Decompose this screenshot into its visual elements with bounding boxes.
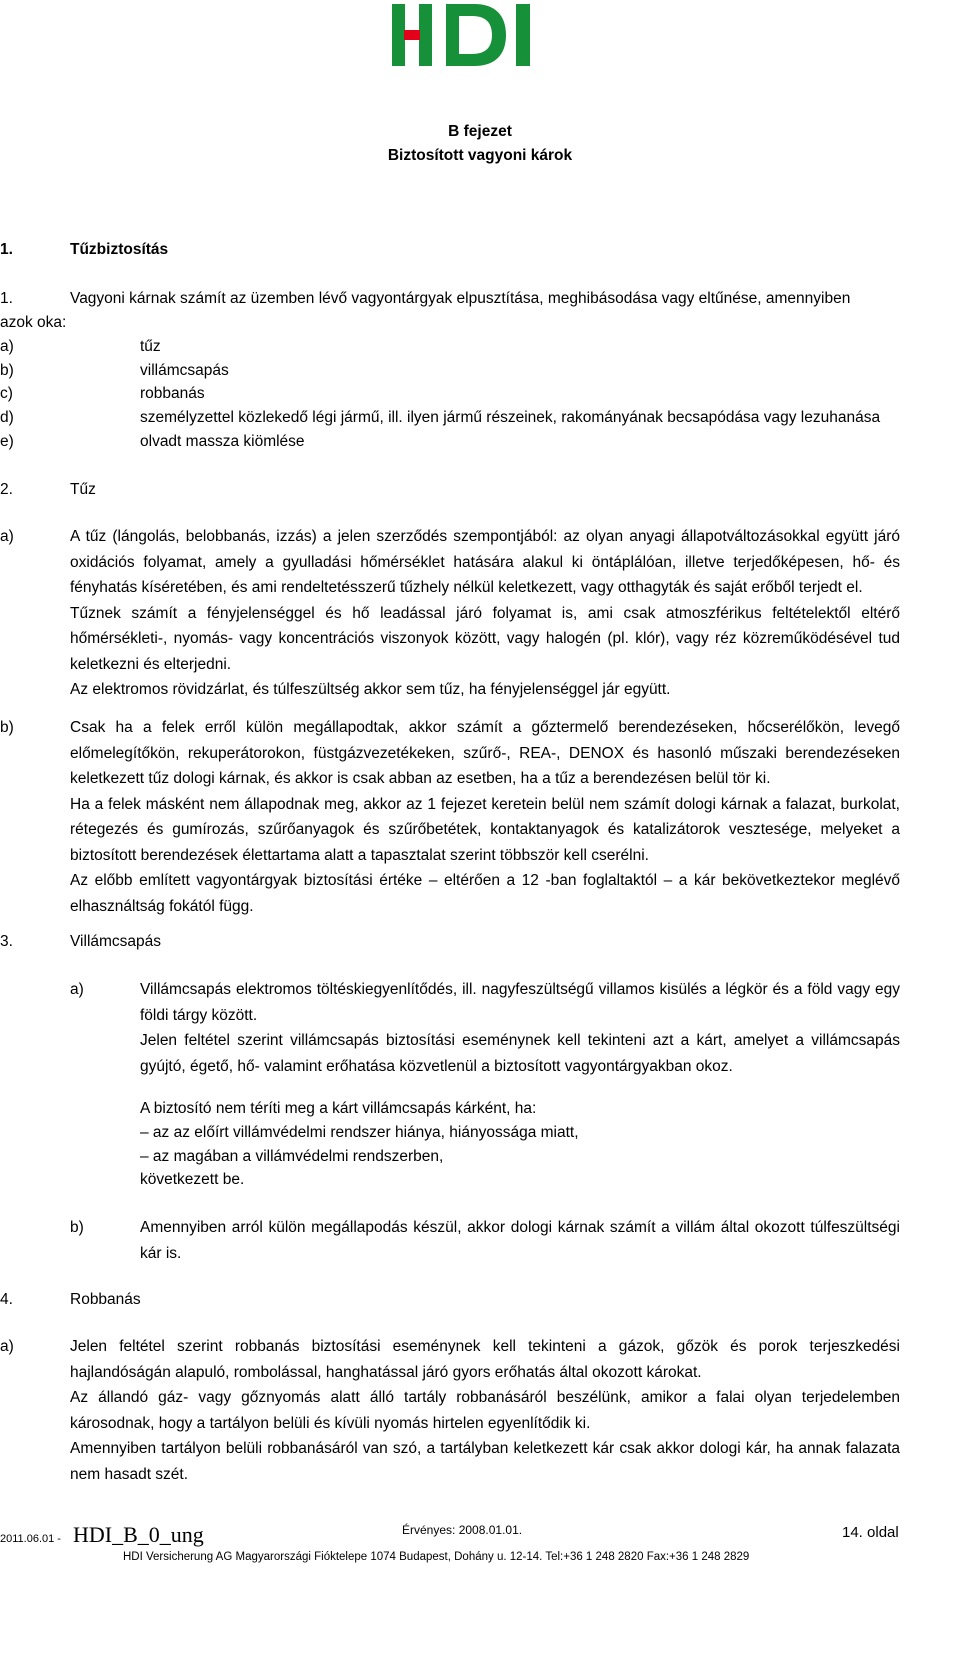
paragraph: Amennyiben tartályon belüli robbanásáról van szó, a tartályban keletkezett kár csak akkor dologi kár, ha annak falazata nem hasadt szét. <box>70 1440 900 1483</box>
section-3-number: 3. <box>0 933 13 950</box>
intro-item-letter: e) <box>0 433 14 450</box>
intro-line-2: azok oka: <box>0 314 67 331</box>
paragraph: Jelen feltétel szerint villámcsapás biztosítási eseménynek kell tekinteni azt a kárt, amelyet a villámcsapás gyújtó, égető, hő- valamint erőhatása közvetlenül a biztosított vagyontárgyakban okoz. <box>140 1032 900 1075</box>
dash-item: – az magában a villámvédelmi rendszerben, <box>140 1148 444 1165</box>
paragraph: Villámcsapás elektromos töltéskiegyenlítődés, ill. nagyfeszültségű villamos kisülés a légkör és a föld vagy egy földi tárgy között. <box>140 981 900 1024</box>
footer-date: 2011.06.01 - <box>0 1533 61 1545</box>
paragraph: Az elektromos rövidzárlat, és túlfeszültség akkor sem tűz, ha fényjelenséggel jár együtt. <box>70 681 671 698</box>
paragraph: Tűznek számít a fényjelenséggel és hő leadással járó folyamat is, ami csak atmoszférikus feltételektől eltérő hőmérsékleti-, nyomás- vagy koncentrációs viszonyok között, vagy halogén (pl. klór), vagy réz közreműködésével tud keletkezni és elterjedni. <box>70 604 900 673</box>
paragraph: Az állandó gáz- vagy gőznyomás alatt álló tartály robbanásáról beszélünk, amikor a falai olyan terjedelemben károsodnak, hogy a tartályon belüli és kívüli nyomás hirtelen egyenlítődik ki. <box>70 1389 900 1432</box>
footer-address: HDI Versicherung AG Magyarországi Fióktelepe 1074 Budapest, Dohány u. 12-14. Tel:+36 1 248 2820 Fax:+36 1 248 2829 <box>123 1551 750 1563</box>
section-3-title: Villámcsapás <box>70 933 162 950</box>
section-2-a-text <box>70 524 900 703</box>
section-2-title: Tűz <box>70 481 96 498</box>
paragraph: A biztosító nem téríti meg a kárt villámcsapás kárként, ha: <box>140 1100 537 1117</box>
paragraph: következett be. <box>140 1171 245 1188</box>
intro-item-letter: a) <box>0 338 14 355</box>
paragraph: A tűz (lángolás, belobbanás, izzás) a jelen szerződés szempontjából: az olyan anyagi állapotváltozásokkal együtt járó oxidációs folyamat, amely a gyulladási hőmérséklet hatására alakul ki öntáplálóan, illetve terjedőképesen, hő- és fényhatás kíséretében, és ami rendeltetésszerű tűzhely nélkül keletkezett, vagy otthagyták és saját erőből terjedt el. <box>70 528 900 596</box>
item-letter: a) <box>0 528 14 545</box>
footer-doc-code: HDI_B_0_ung <box>73 1522 204 1547</box>
intro-item-letter: d) <box>0 409 14 426</box>
footer-page-number: 14. oldal <box>842 1524 899 1541</box>
section-4-title: Robbanás <box>70 1291 141 1308</box>
section-1-number: 1. <box>0 241 13 258</box>
intro-item-text: robbanás <box>140 385 205 402</box>
section-2-b-text <box>70 715 900 919</box>
paragraph: Az előbb említett vagyontárgyak biztosítási értéke – eltérően a 12 -ban foglaltaktól – a kár bekövetkeztekor meglévő elhasználtság fokától függ. <box>70 872 900 915</box>
section-1-title: Tűzbiztosítás <box>70 241 169 258</box>
item-letter: a) <box>70 981 84 998</box>
chapter-title: Biztosított vagyoni károk <box>387 147 573 164</box>
intro-item-text: tűz <box>140 338 161 355</box>
section-3-a-text <box>140 977 900 1079</box>
section-4-number: 4. <box>0 1291 13 1308</box>
intro-number: 1. <box>0 290 13 307</box>
paragraph: Ha a felek másként nem állapodnak meg, akkor az 1 fejezet keretein belül nem számít dologi kárnak a falazat, burkolat, rétegezés és gumírozás, szűrőanyagok és szűrőbetétek, kontaktanyagok és katalizátorok vesztesége, melyeket a biztosított berendezések élettartama alatt a tapasztalat szerint többször kell cserélni. <box>70 795 900 864</box>
hdi-logo <box>392 4 568 66</box>
intro-item-letter: b) <box>0 362 14 379</box>
section-4-a-text <box>70 1334 900 1487</box>
intro-line-1: Vagyoni kárnak számít az üzemben lévő vagyontárgyak elpusztítása, meghibásodása vagy eltűnése, amennyiben <box>70 290 851 307</box>
intro-item-letter: c) <box>0 385 13 402</box>
item-letter: b) <box>0 719 14 736</box>
intro-item-text: személyzettel közlekedő légi jármű, ill. ilyen jármű részeinek, rakományának becsapódása vagy lezuhanása <box>140 409 881 426</box>
item-letter: b) <box>70 1219 84 1236</box>
paragraph: Csak ha a felek erről külön megállapodtak, akkor számít a gőztermelő berendezéseken, hőcserélőkön, levegő előmelegítőkön, rekuperátorokon, füstgázvezetékeken, szűrő-, REA-, DENOX és hasonló műszaki berendezéseken keletkezett tűz dologi kárnak, és akkor is csak abban az esetben, ha a tűz a berendezésen belül tör ki. <box>70 719 900 787</box>
paragraph: Amennyiben arról külön megállapodás készül, akkor dologi kárnak számít a villám által okozott túlfeszültségi kár is. <box>140 1219 900 1262</box>
paragraph: Jelen feltétel szerint robbanás biztosítási eseménynek kell tekinteni a gázok, gőzök és porok terjeszkedési hajlandóságán alapuló, rombolással, hanghatással járó gyors erőhatás által okozott károkat. <box>70 1338 900 1381</box>
intro-item-text: villámcsapás <box>140 362 229 379</box>
item-letter: a) <box>0 1338 14 1355</box>
chapter-label: B fejezet <box>448 123 512 140</box>
intro-item-text: olvadt massza kiömlése <box>140 433 305 450</box>
footer-valid-date: Érvényes: 2008.01.01. <box>402 1523 523 1537</box>
dash-item: – az az előírt villámvédelmi rendszer hiánya, hiányossága miatt, <box>140 1124 579 1141</box>
section-3-b-text <box>140 1215 900 1266</box>
section-2-number: 2. <box>0 481 13 498</box>
